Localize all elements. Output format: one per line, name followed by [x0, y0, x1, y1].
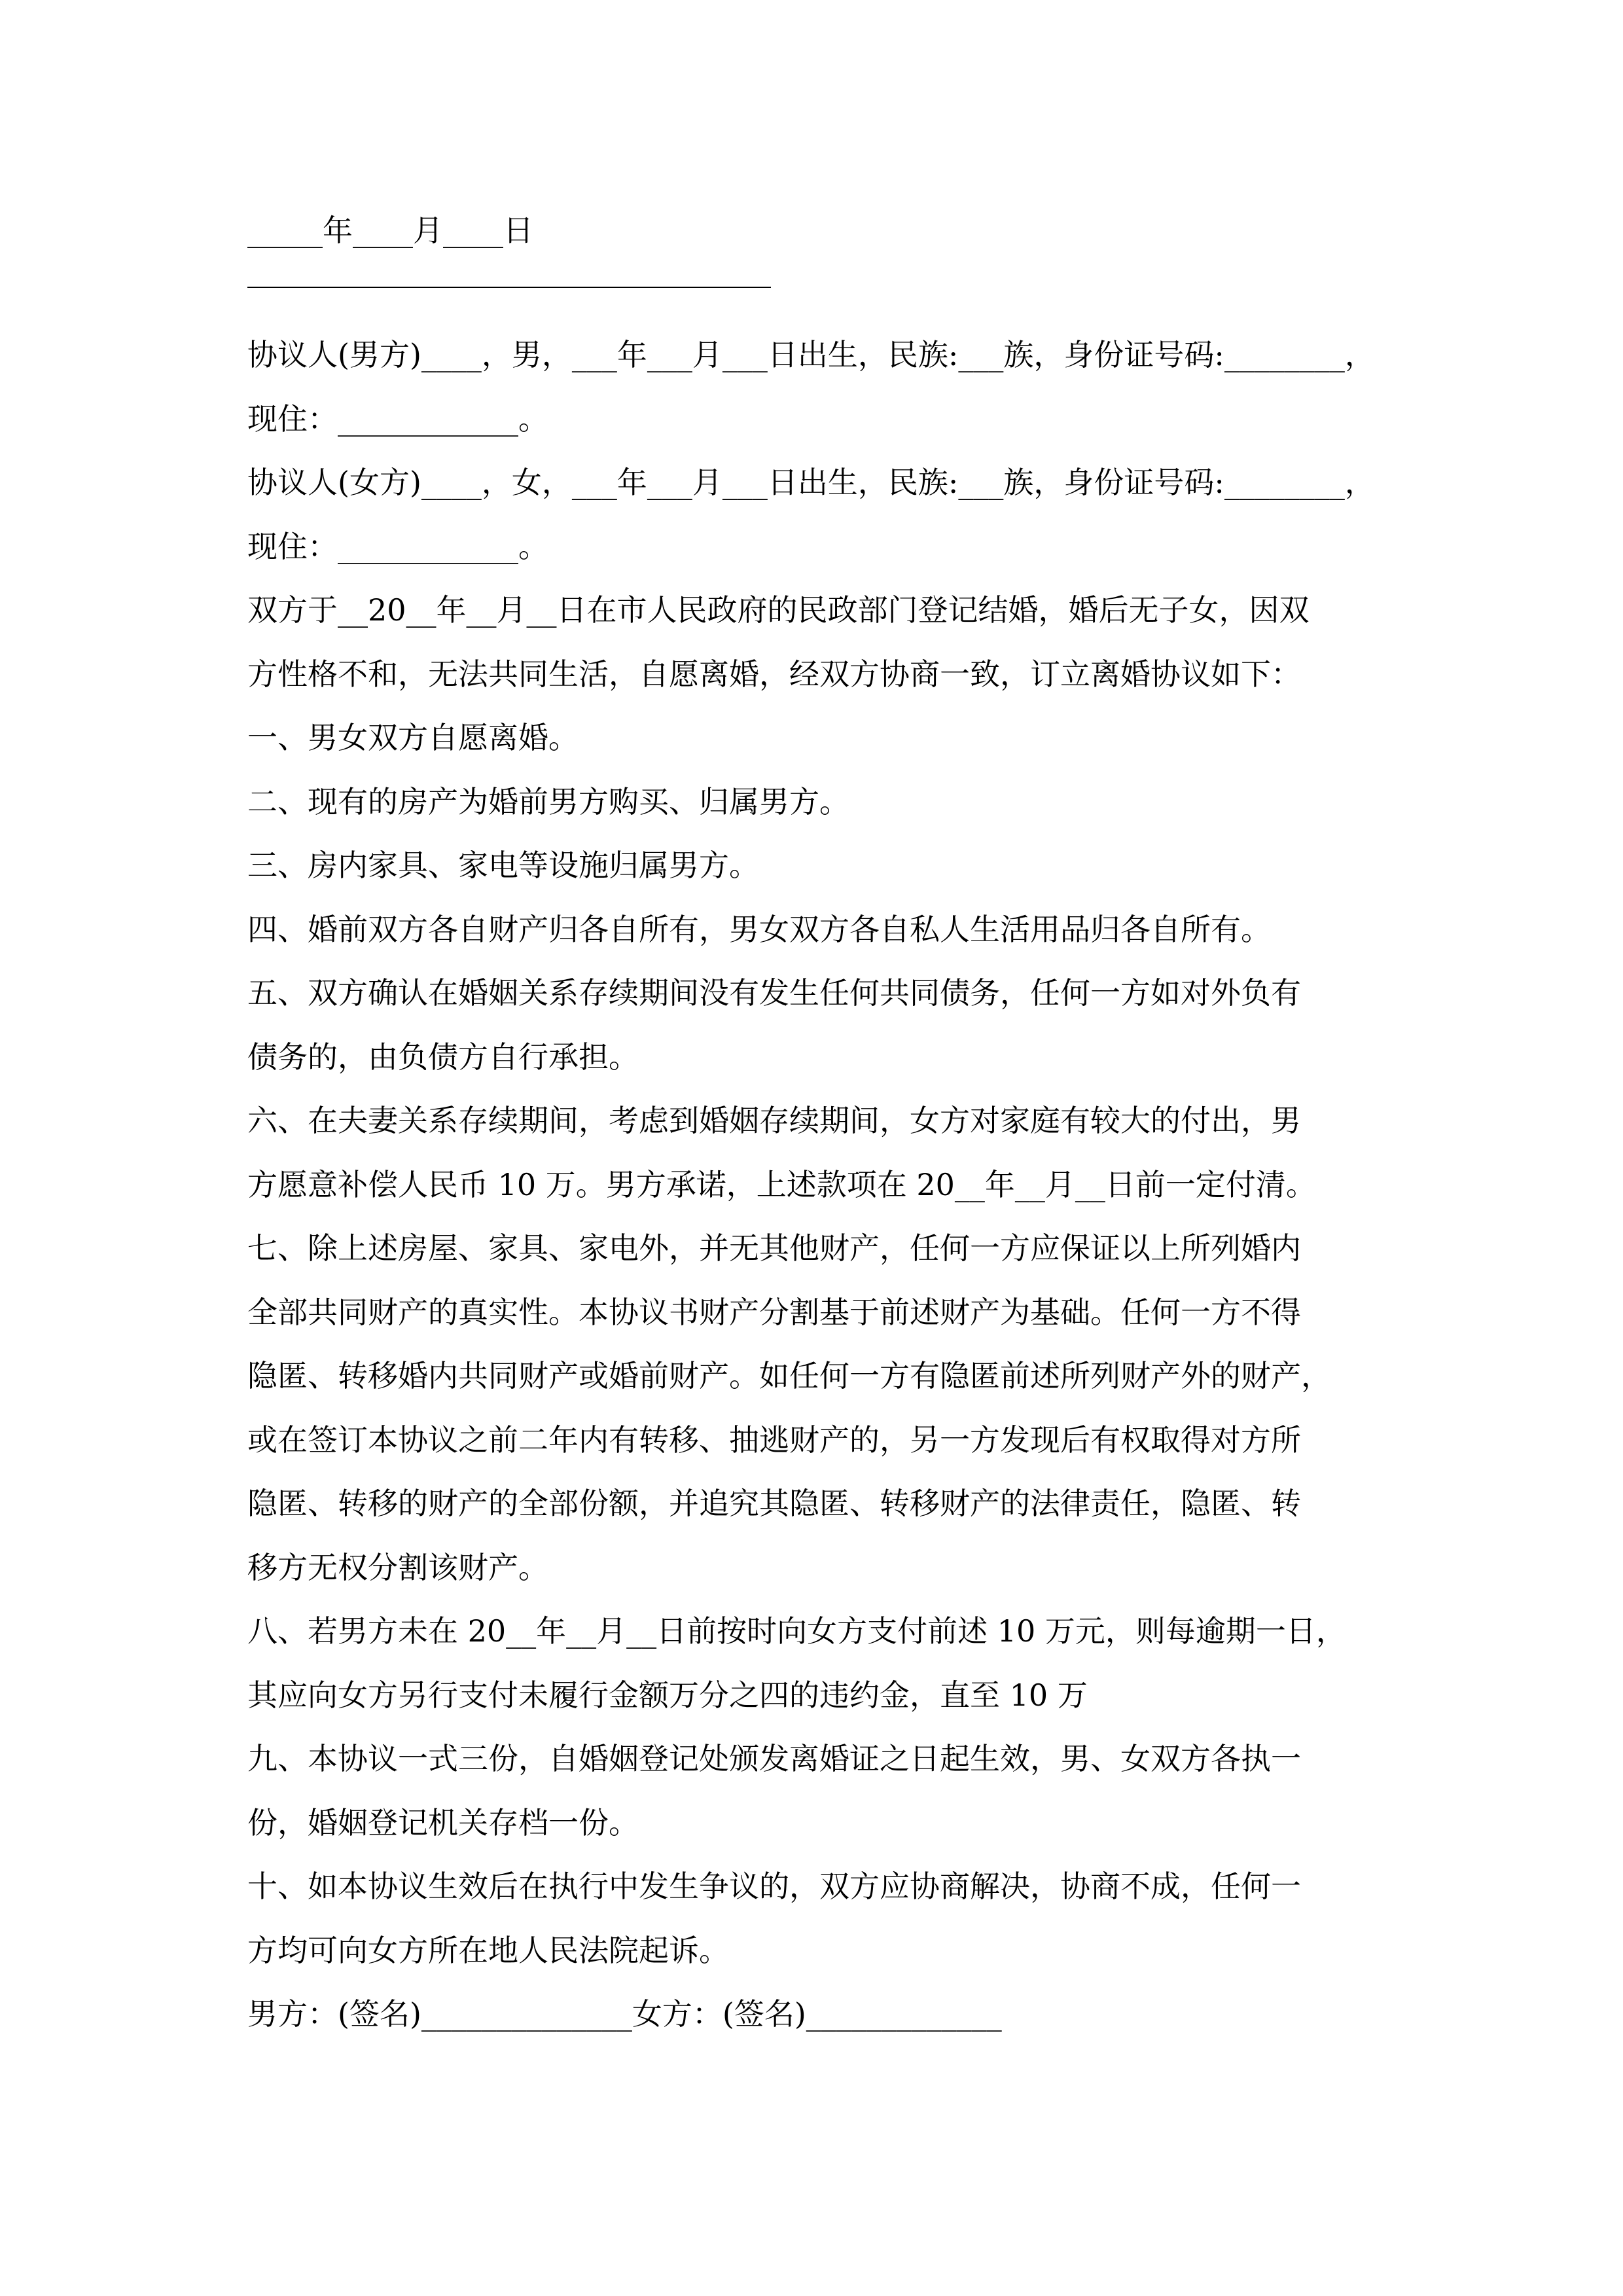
- clause-line: 移方无权分割该财产。: [247, 1550, 548, 1585]
- clause-line: 八、若男方未在 20__年__月__日前按时向女方支付前述 10 万元，则每逾期一日，: [247, 1613, 1346, 1649]
- signature-line: 男方：(签名)______________女方：(签名)_____________: [247, 1996, 1002, 2032]
- clause-line: 份，婚姻登记机关存档一份。: [247, 1805, 639, 1840]
- female-party-line-1: 协议人(女方)____，女，___年___月___日出生，民族:___族，身份证号码:________，: [247, 465, 1375, 500]
- male-party-line-1: 协议人(男方)____，男，___年___月___日出生，民族:___族，身份证号码:________，: [247, 337, 1375, 372]
- clause-line: 九、本协议一式三份，自婚姻登记处颁发离婚证之日起生效，男、女双方各执一: [247, 1741, 1301, 1776]
- clause-line: 方愿意补偿人民币 10 万。男方承诺，上述款项在 20__年__月__日前一定付清。: [247, 1167, 1316, 1202]
- clause-line: 或在签订本协议之前二年内有转移、抽逃财产的，另一方发现后有权取得对方所: [247, 1422, 1301, 1458]
- clause-line: 隐匿、转移婚内共同财产或婚前财产。如任何一方有隐匿前述所列财产外的财产，: [247, 1358, 1331, 1393]
- clause-line: 一、男女双方自愿离婚。: [247, 720, 579, 755]
- clause-line: 七、除上述房屋、家具、家电外，并无其他财产，任何一方应保证以上所列婚内: [247, 1230, 1301, 1266]
- clause-line: 隐匿、转移的财产的全部份额，并追究其隐匿、转移财产的法律责任，隐匿、转: [247, 1486, 1301, 1521]
- clause-line: 债务的，由负债方自行承担。: [247, 1039, 639, 1075]
- female-party-line-2: 现住：____________。: [247, 529, 548, 564]
- clause-line: 三、房内家具、家电等设施归属男方。: [247, 848, 759, 883]
- clause-line: 四、婚前双方各自财产归各自所有，男女双方各自私人生活用品归各自所有。: [247, 912, 1271, 947]
- clause-line: 方均可向女方所在地人民法院起诉。: [247, 1933, 729, 1968]
- clause-line: 其应向女方另行支付未履行金额万分之四的违约金，直至 10 万: [247, 1677, 1088, 1713]
- date-line: _____年____月____日: [247, 213, 533, 248]
- intro-line-1: 双方于__20__年__月__日在市人民政府的民政部门登记结婚，婚后无子女，因双: [247, 592, 1310, 628]
- clause-line: 十、如本协议生效后在执行中发生争议的，双方应协商解决，协商不成，任何一: [247, 1869, 1301, 1904]
- male-party-line-2: 现住：____________。: [247, 401, 548, 437]
- clause-line: 全部共同财产的真实性。本协议书财产分割基于前述财产为基础。任何一方不得: [247, 1295, 1301, 1330]
- clause-line: 五、双方确认在婚姻关系存续期间没有发生任何共同债务，任何一方如对外负有: [247, 975, 1301, 1011]
- intro-line-2: 方性格不和，无法共同生活，自愿离婚，经双方协商一致，订立离婚协议如下：: [247, 656, 1301, 692]
- clause-line: 二、现有的房产为婚前男方购买、归属男方。: [247, 784, 849, 819]
- separator-rule: [247, 287, 771, 288]
- clause-line: 六、在夫妻关系存续期间，考虑到婚姻存续期间，女方对家庭有较大的付出，男: [247, 1103, 1301, 1138]
